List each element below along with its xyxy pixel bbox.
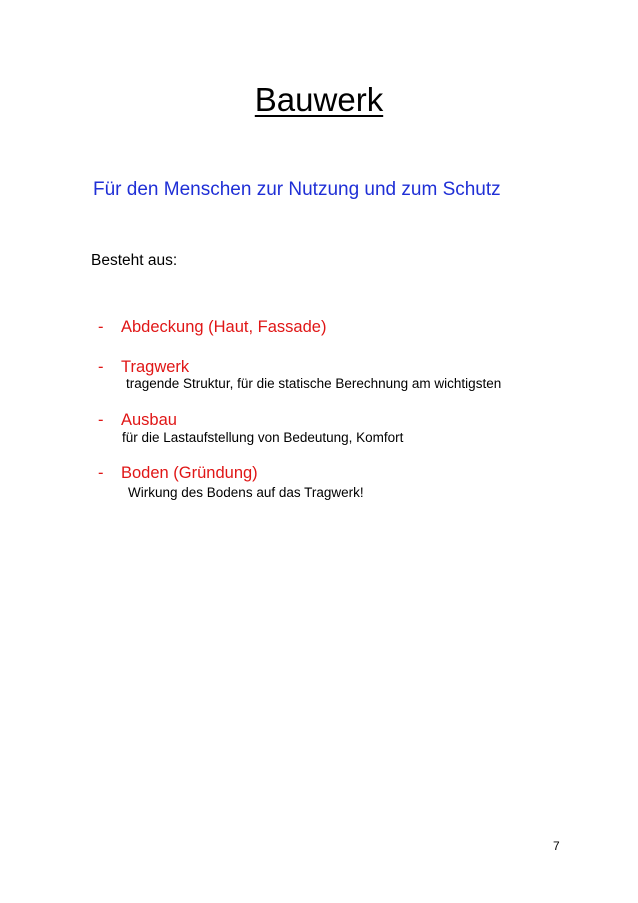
list-dash: - bbox=[98, 358, 104, 376]
list-item-label: Ausbau bbox=[121, 411, 177, 429]
list-item-description: für die Lastaufstellung von Bedeutung, Komfort bbox=[122, 430, 404, 445]
list-dash: - bbox=[98, 411, 104, 429]
list-item-description: tragende Struktur, für die statische Berechnung am wichtigsten bbox=[126, 376, 502, 391]
list-dash: - bbox=[98, 464, 104, 482]
page-number: 7 bbox=[553, 839, 560, 853]
list-item-label: Abdeckung (Haut, Fassade) bbox=[121, 318, 327, 336]
list-dash: - bbox=[98, 318, 104, 336]
page-title: Bauwerk bbox=[254, 81, 384, 118]
list-item-label: Tragwerk bbox=[121, 358, 190, 376]
list-item-ausbau bbox=[98, 409, 177, 431]
list-item-label: Boden (Gründung) bbox=[121, 464, 258, 482]
intro-text: Besteht aus: bbox=[91, 252, 178, 269]
page-subtitle: Für den Menschen zur Nutzung und zum Schutz bbox=[93, 179, 501, 200]
list-item-abdeckung bbox=[98, 316, 326, 338]
list-item-description: Wirkung des Bodens auf das Tragwerk! bbox=[128, 485, 364, 500]
list-item-boden bbox=[98, 462, 258, 484]
